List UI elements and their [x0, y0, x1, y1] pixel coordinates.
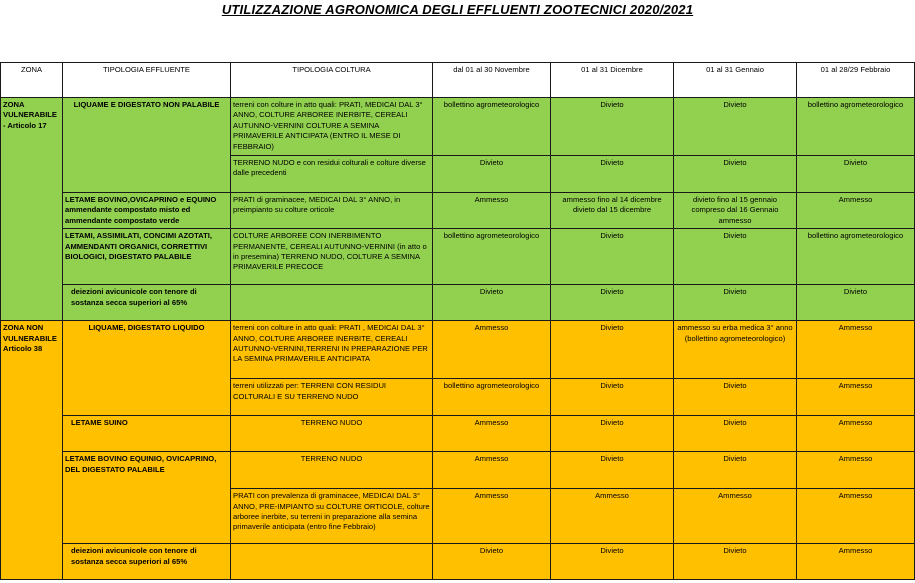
value-cell: Divieto	[433, 544, 551, 580]
value-cell: Ammesso	[674, 489, 797, 544]
crop-cell: COLTURE ARBOREE CON INERBIMENTO PERMANENTE, CEREALI AUTUNNO-VERNINI (in atto o in presemina) TERRENO NUDO, COLTURE A SEMINA PRIMAVERILE PRECOCE	[231, 229, 433, 285]
value-cell: Divieto	[551, 285, 674, 321]
crop-cell: terreni con colture in atto quali: PRATI , MEDICAI DAL 3° ANNO, COLTURE ARBOREE INERBITE, CEREALI AUTUNNO-VERNINI,TERRENI IN PREPARAZIONE PER LA SEMINA PRIMAVERILE ANTICIPATA	[231, 321, 433, 379]
header-febbraio: 01 al 28/29 Febbraio	[797, 63, 915, 98]
header-row	[1, 63, 915, 98]
value-cell: Ammesso	[433, 489, 551, 544]
zone-cell-vulnerable: ZONA VULNERABILE - Articolo 17	[1, 98, 63, 321]
value-cell: Divieto	[674, 416, 797, 452]
value-cell: Divieto	[433, 285, 551, 321]
effluent-cell: LIQUAME E DIGESTATO NON PALABILE	[63, 98, 231, 193]
value-cell: bollettino agrometeorologico	[433, 229, 551, 285]
effluent-cell: deiezioni avicunicole con tenore di sostanza secca superiori al 65%	[63, 544, 231, 580]
value-cell: Ammesso	[797, 379, 915, 416]
value-cell: Divieto	[551, 156, 674, 193]
table-row	[1, 193, 915, 229]
value-cell: Divieto	[674, 285, 797, 321]
header-gennaio: 01 al 31 Gennaio	[674, 63, 797, 98]
value-cell: Divieto	[674, 229, 797, 285]
value-cell: Divieto	[551, 544, 674, 580]
value-cell: Ammesso	[433, 416, 551, 452]
effluent-cell: LETAME BOVINO EQUINIO, OVICAPRINO, DEL DIGESTATO PALABILE	[63, 452, 231, 544]
value-cell: bollettino agrometeorologico	[433, 379, 551, 416]
value-cell: Ammesso	[797, 489, 915, 544]
header-novembre: dal 01 al 30 Novembre	[433, 63, 551, 98]
table-row	[1, 452, 915, 489]
value-cell: Divieto	[674, 379, 797, 416]
value-cell: Ammesso	[433, 321, 551, 379]
value-cell: divieto fino al 15 gennaio compreso dal 16 Gennaio ammesso	[674, 193, 797, 229]
value-cell: Divieto	[797, 285, 915, 321]
value-cell: Ammesso	[797, 452, 915, 489]
header-effluente: TIPOLOGIA EFFLUENTE	[63, 63, 231, 98]
value-cell: bollettino agrometeorologico	[433, 98, 551, 156]
crop-cell: terreni utilizzati per: TERRENI CON RESIDUI COLTURALI E SU TERRENO NUDO	[231, 379, 433, 416]
page-title: UTILIZZAZIONE AGRONOMICA DEGLI EFFLUENTI ZOOTECNICI 2020/2021	[221, 2, 694, 17]
value-cell: ammesso fino al 14 dicembre divieto dal 15 dicembre	[551, 193, 674, 229]
value-cell: bollettino agrometeorologico	[797, 98, 915, 156]
value-cell: Divieto	[674, 544, 797, 580]
crop-cell	[231, 544, 433, 580]
value-cell: Ammesso	[433, 452, 551, 489]
value-cell: Divieto	[674, 156, 797, 193]
crop-cell: TERRENO NUDO e con residui colturali e colture diverse dalle precedenti	[231, 156, 433, 193]
value-cell: Divieto	[674, 98, 797, 156]
table-row	[1, 544, 915, 580]
value-cell: Divieto	[551, 452, 674, 489]
value-cell: Ammesso	[551, 489, 674, 544]
crop-cell: TERRENO NUDO	[231, 416, 433, 452]
value-cell: Divieto	[551, 98, 674, 156]
table-row	[1, 321, 915, 379]
effluent-cell: LETAME BOVINO,OVICAPRINO e EQUINO ammendante compostato misto ed ammendante compostato verde	[63, 193, 231, 229]
table-row	[1, 285, 915, 321]
value-cell: bollettino agrometeorologico	[797, 229, 915, 285]
value-cell: Divieto	[551, 229, 674, 285]
table-row	[1, 98, 915, 156]
value-cell: Divieto	[674, 452, 797, 489]
header-dicembre: 01 al 31 Dicembre	[551, 63, 674, 98]
value-cell: Divieto	[551, 321, 674, 379]
crop-cell: TERRENO NUDO	[231, 452, 433, 489]
value-cell: Ammesso	[797, 416, 915, 452]
effluent-cell: deiezioni avicunicole con tenore di sostanza secca superiori al 65%	[63, 285, 231, 321]
header-zona: ZONA	[1, 63, 63, 98]
value-cell: ammesso su erba medica 3° anno (bollettino agrometeorologico)	[674, 321, 797, 379]
table-row	[1, 229, 915, 285]
crop-cell	[231, 285, 433, 321]
crop-cell: terreni con colture in atto quali: PRATI, MEDICAI DAL 3° ANNO, COLTURE ARBOREE INERBITE, CEREALI AUTUNNO-VERNINI COLTURE A SEMINA PRIMAVERILE ANTICIPATA (ENTRO IL MESE DI FEBBRAIO)	[231, 98, 433, 156]
value-cell: Divieto	[551, 416, 674, 452]
value-cell: Divieto	[797, 156, 915, 193]
crop-cell: PRATI di graminacee, MEDICAI DAL 3° ANNO, in preimpianto su colture orticole	[231, 193, 433, 229]
effluent-cell: LIQUAME, DIGESTATO LIQUIDO	[63, 321, 231, 416]
effluent-cell: LETAMI, ASSIMILATI, CONCIMI AZOTATI, AMMENDANTI ORGANICI, CORRETTIVI BIOLOGICI, DIGESTATO PALABILE	[63, 229, 231, 285]
value-cell: Ammesso	[797, 544, 915, 580]
effluent-usage-table	[0, 62, 915, 580]
value-cell: Ammesso	[433, 193, 551, 229]
value-cell: Divieto	[433, 156, 551, 193]
table-row	[1, 416, 915, 452]
value-cell: Ammesso	[797, 321, 915, 379]
crop-cell: PRATI con prevalenza di graminacee, MEDICAI DAL 3° ANNO, PRE-IMPIANTO su COLTURE ORTICOLE, colture arboree inerbite, su terreni in preparazione alla semina primaverile anticipata (entro fine Febbraio)	[231, 489, 433, 544]
zone-cell-non-vulnerable: ZONA NON VULNERABILE Articolo 38	[1, 321, 63, 580]
value-cell: Ammesso	[797, 193, 915, 229]
value-cell: Divieto	[551, 379, 674, 416]
effluent-cell: LETAME SUINO	[63, 416, 231, 452]
header-coltura: TIPOLOGIA COLTURA	[231, 63, 433, 98]
